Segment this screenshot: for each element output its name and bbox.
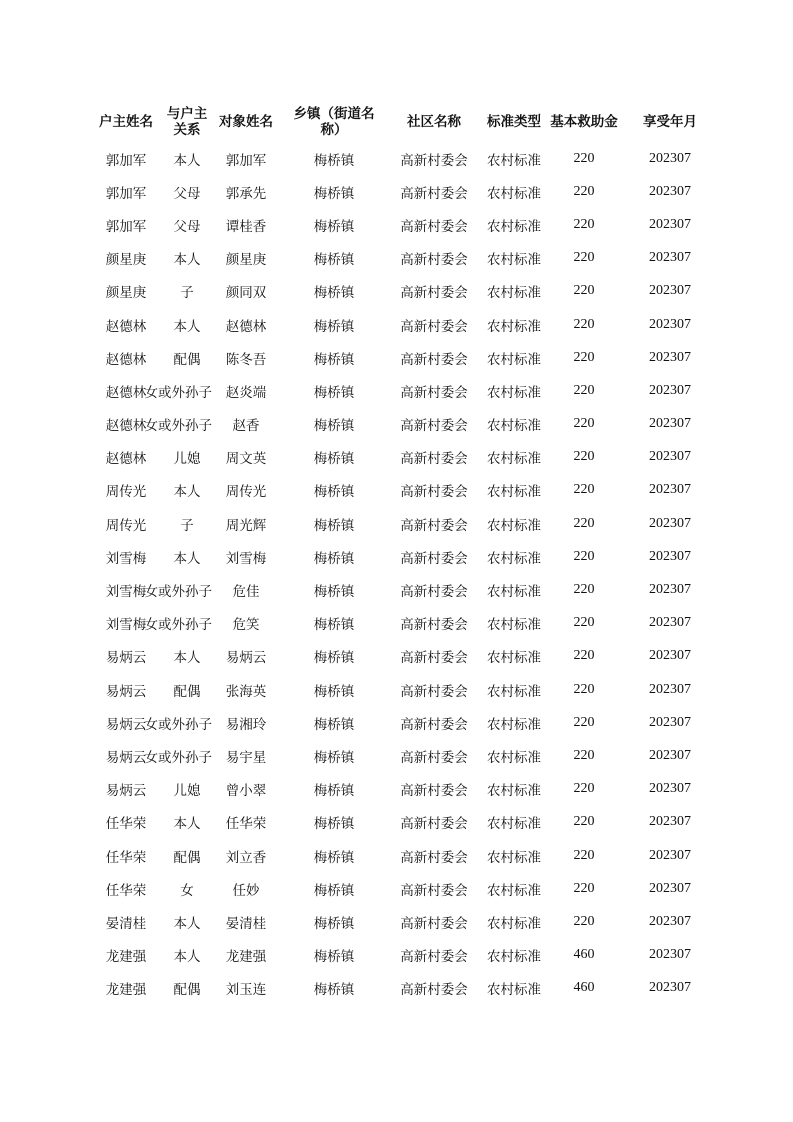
cell-community: 高新村委会 xyxy=(400,650,468,667)
cell-town: 梅桥镇 xyxy=(313,351,355,368)
table-row xyxy=(91,972,721,1005)
cell-basic-relief: 220 xyxy=(573,349,595,365)
cell-household-head: 龙建强 xyxy=(105,949,147,966)
cell-household-head: 任华荣 xyxy=(105,816,147,833)
cell-household-head: 颜星庚 xyxy=(105,252,147,269)
cell-basic-relief: 220 xyxy=(573,416,595,432)
cell-standard-type: 农村标准 xyxy=(487,683,541,700)
cell-relation xyxy=(144,706,213,739)
cell-relation-text: 女或外孙子 xyxy=(144,418,212,435)
cell-town: 梅桥镇 xyxy=(313,584,355,601)
cell-community: 高新村委会 xyxy=(400,584,468,601)
table-row xyxy=(91,706,721,739)
cell-town: 梅桥镇 xyxy=(313,285,355,302)
cell-subject: 颜同双 xyxy=(225,285,267,302)
cell-basic-relief: 220 xyxy=(573,681,595,697)
header-basic-relief: 基本救助金 xyxy=(550,114,618,130)
cell-household-head: 赵德林 xyxy=(105,318,147,335)
cell-relation-text: 配偶 xyxy=(173,982,201,999)
cell-basic-relief: 460 xyxy=(573,947,595,963)
cell-period: 202307 xyxy=(649,349,691,365)
cell-town: 梅桥镇 xyxy=(313,218,355,235)
cell-standard-type: 农村标准 xyxy=(487,617,541,634)
cell-household-head: 刘雪梅 xyxy=(105,584,147,601)
cell-relation-text: 女或外孙子 xyxy=(144,749,212,766)
cell-relation-text: 子 xyxy=(180,285,194,302)
header-subject: 对象姓名 xyxy=(219,114,273,130)
cell-household-head: 刘雪梅 xyxy=(105,550,147,567)
cell-community: 高新村委会 xyxy=(400,550,468,567)
cell-community: 高新村委会 xyxy=(400,218,468,235)
cell-basic-relief: 220 xyxy=(573,150,595,166)
cell-relation xyxy=(161,441,213,474)
cell-household-head: 赵德林 xyxy=(105,384,147,401)
header-town xyxy=(279,102,389,142)
cell-town: 梅桥镇 xyxy=(313,783,355,800)
cell-period: 202307 xyxy=(649,582,691,598)
cell-relation xyxy=(161,640,213,673)
cell-basic-relief: 220 xyxy=(573,781,595,797)
cell-basic-relief: 220 xyxy=(573,615,595,631)
cell-subject: 周光辉 xyxy=(225,517,267,534)
cell-town: 梅桥镇 xyxy=(313,982,355,999)
cell-subject: 任华荣 xyxy=(225,816,267,833)
cell-subject: 赵炎端 xyxy=(225,384,267,401)
table-row xyxy=(91,142,721,175)
cell-standard-type: 农村标准 xyxy=(487,484,541,501)
cell-community: 高新村委会 xyxy=(400,783,468,800)
cell-subject: 赵德林 xyxy=(225,318,267,335)
cell-relation-text: 女 xyxy=(180,882,194,899)
cell-basic-relief: 220 xyxy=(573,747,595,763)
cell-period: 202307 xyxy=(649,150,691,166)
cell-community: 高新村委会 xyxy=(400,252,468,269)
cell-basic-relief: 220 xyxy=(573,250,595,266)
table-row xyxy=(91,507,721,540)
cell-standard-type: 农村标准 xyxy=(487,152,541,169)
cell-period: 202307 xyxy=(649,515,691,531)
cell-standard-type: 农村标准 xyxy=(487,982,541,999)
cell-community: 高新村委会 xyxy=(400,484,468,501)
cell-community: 高新村委会 xyxy=(400,351,468,368)
cell-basic-relief: 220 xyxy=(573,847,595,863)
table-row xyxy=(91,408,721,441)
cell-town: 梅桥镇 xyxy=(313,517,355,534)
cell-town: 梅桥镇 xyxy=(313,849,355,866)
cell-household-head: 周传光 xyxy=(105,517,147,534)
cell-relation xyxy=(161,175,213,208)
cell-standard-type: 农村标准 xyxy=(487,384,541,401)
cell-relation-text: 儿媳 xyxy=(173,783,201,800)
cell-town: 梅桥镇 xyxy=(313,384,355,401)
cell-subject: 周文英 xyxy=(225,451,267,468)
cell-community: 高新村委会 xyxy=(400,451,468,468)
cell-community: 高新村委会 xyxy=(400,285,468,302)
header-relation-label: 与户主关系 xyxy=(166,106,208,138)
cell-relation xyxy=(144,374,213,407)
cell-relation xyxy=(161,872,213,905)
cell-standard-type: 农村标准 xyxy=(487,285,541,302)
cell-town: 梅桥镇 xyxy=(313,683,355,700)
cell-period: 202307 xyxy=(649,814,691,830)
cell-town: 梅桥镇 xyxy=(313,650,355,667)
cell-household-head: 刘雪梅 xyxy=(105,617,147,634)
cell-community: 高新村委会 xyxy=(400,384,468,401)
header-town-label: 乡镇（街道名称） xyxy=(293,106,375,138)
cell-standard-type: 农村标准 xyxy=(487,318,541,335)
cell-relation-text: 女或外孙子 xyxy=(144,716,212,733)
cell-period: 202307 xyxy=(649,781,691,797)
cell-relation-text: 父母 xyxy=(173,218,201,235)
cell-community: 高新村委会 xyxy=(400,617,468,634)
cell-basic-relief: 220 xyxy=(573,814,595,830)
cell-basic-relief: 220 xyxy=(573,449,595,465)
cell-subject: 周传光 xyxy=(225,484,267,501)
cell-basic-relief: 220 xyxy=(573,216,595,232)
cell-basic-relief: 220 xyxy=(573,913,595,929)
cell-standard-type: 农村标准 xyxy=(487,849,541,866)
cell-town: 梅桥镇 xyxy=(313,252,355,269)
cell-town: 梅桥镇 xyxy=(313,882,355,899)
cell-subject: 郭承先 xyxy=(225,185,267,202)
cell-community: 高新村委会 xyxy=(400,982,468,999)
table-row xyxy=(91,872,721,905)
header-household-head: 户主姓名 xyxy=(99,114,153,130)
table-row xyxy=(91,474,721,507)
cell-relation-text: 女或外孙子 xyxy=(144,617,212,634)
table-row xyxy=(91,573,721,606)
cell-household-head: 易炳云 xyxy=(105,716,147,733)
cell-standard-type: 农村标准 xyxy=(487,816,541,833)
cell-relation xyxy=(161,507,213,540)
cell-household-head: 周传光 xyxy=(105,484,147,501)
cell-standard-type: 农村标准 xyxy=(487,915,541,932)
cell-relation xyxy=(161,905,213,938)
cell-town: 梅桥镇 xyxy=(313,617,355,634)
table-row xyxy=(91,242,721,275)
cell-period: 202307 xyxy=(649,416,691,432)
cell-relation-text: 本人 xyxy=(173,318,201,335)
cell-relation xyxy=(144,739,213,772)
cell-relation-text: 本人 xyxy=(173,484,201,501)
cell-standard-type: 农村标准 xyxy=(487,550,541,567)
cell-standard-type: 农村标准 xyxy=(487,783,541,800)
cell-period: 202307 xyxy=(649,183,691,199)
cell-period: 202307 xyxy=(649,449,691,465)
cell-household-head: 郭加军 xyxy=(105,218,147,235)
cell-relation xyxy=(161,540,213,573)
cell-standard-type: 农村标准 xyxy=(487,418,541,435)
cell-subject: 易炳云 xyxy=(225,650,267,667)
header-period: 享受年月 xyxy=(643,114,697,130)
header-community: 社区名称 xyxy=(407,114,461,130)
cell-subject: 危佳 xyxy=(232,584,260,601)
cell-relation-text: 本人 xyxy=(173,650,201,667)
cell-relation xyxy=(161,308,213,341)
cell-relation xyxy=(161,142,213,175)
cell-household-head: 龙建强 xyxy=(105,982,147,999)
cell-community: 高新村委会 xyxy=(400,152,468,169)
cell-subject: 郭加军 xyxy=(225,152,267,169)
cell-period: 202307 xyxy=(649,283,691,299)
cell-town: 梅桥镇 xyxy=(313,949,355,966)
cell-community: 高新村委会 xyxy=(400,749,468,766)
cell-community: 高新村委会 xyxy=(400,517,468,534)
table-row xyxy=(91,175,721,208)
cell-household-head: 赵德林 xyxy=(105,418,147,435)
cell-household-head: 郭加军 xyxy=(105,185,147,202)
cell-relation xyxy=(161,839,213,872)
cell-standard-type: 农村标准 xyxy=(487,185,541,202)
cell-period: 202307 xyxy=(649,216,691,232)
cell-standard-type: 农村标准 xyxy=(487,451,541,468)
cell-standard-type: 农村标准 xyxy=(487,584,541,601)
cell-community: 高新村委会 xyxy=(400,418,468,435)
cell-town: 梅桥镇 xyxy=(313,318,355,335)
cell-standard-type: 农村标准 xyxy=(487,351,541,368)
cell-standard-type: 农村标准 xyxy=(487,716,541,733)
cell-basic-relief: 220 xyxy=(573,482,595,498)
cell-subject: 刘立香 xyxy=(225,849,267,866)
table-row xyxy=(91,208,721,241)
cell-period: 202307 xyxy=(649,847,691,863)
cell-town: 梅桥镇 xyxy=(313,152,355,169)
cell-household-head: 晏清桂 xyxy=(105,915,147,932)
cell-relation-text: 配偶 xyxy=(173,351,201,368)
table-row xyxy=(91,839,721,872)
cell-period: 202307 xyxy=(649,316,691,332)
cell-community: 高新村委会 xyxy=(400,915,468,932)
cell-town: 梅桥镇 xyxy=(313,915,355,932)
cell-period: 202307 xyxy=(649,482,691,498)
cell-community: 高新村委会 xyxy=(400,849,468,866)
cell-relation xyxy=(161,806,213,839)
cell-basic-relief: 220 xyxy=(573,515,595,531)
cell-subject: 易宇星 xyxy=(225,749,267,766)
table-row xyxy=(91,673,721,706)
cell-basic-relief: 460 xyxy=(573,980,595,996)
table-row xyxy=(91,441,721,474)
cell-town: 梅桥镇 xyxy=(313,716,355,733)
cell-subject: 颜星庚 xyxy=(225,252,267,269)
cell-household-head: 易炳云 xyxy=(105,650,147,667)
cell-relation-text: 本人 xyxy=(173,550,201,567)
cell-household-head: 颜星庚 xyxy=(105,285,147,302)
cell-relation xyxy=(161,972,213,1005)
cell-community: 高新村委会 xyxy=(400,318,468,335)
cell-community: 高新村委会 xyxy=(400,683,468,700)
cell-household-head: 任华荣 xyxy=(105,882,147,899)
table-row xyxy=(91,308,721,341)
cell-relation xyxy=(161,474,213,507)
header-row xyxy=(91,102,721,142)
cell-basic-relief: 220 xyxy=(573,382,595,398)
cell-household-head: 易炳云 xyxy=(105,783,147,800)
cell-period: 202307 xyxy=(649,913,691,929)
cell-period: 202307 xyxy=(649,250,691,266)
cell-subject: 刘雪梅 xyxy=(225,550,267,567)
cell-community: 高新村委会 xyxy=(400,949,468,966)
cell-relation xyxy=(161,242,213,275)
cell-subject: 晏清桂 xyxy=(225,915,267,932)
table-header xyxy=(91,102,721,142)
cell-community: 高新村委会 xyxy=(400,716,468,733)
cell-period: 202307 xyxy=(649,980,691,996)
cell-relation xyxy=(161,773,213,806)
cell-relation-text: 配偶 xyxy=(173,849,201,866)
cell-standard-type: 农村标准 xyxy=(487,517,541,534)
cell-town: 梅桥镇 xyxy=(313,418,355,435)
cell-relation xyxy=(161,673,213,706)
cell-town: 梅桥镇 xyxy=(313,550,355,567)
cell-community: 高新村委会 xyxy=(400,816,468,833)
table-body xyxy=(91,142,721,1005)
cell-basic-relief: 220 xyxy=(573,714,595,730)
header-relation xyxy=(161,102,213,142)
cell-subject: 任妙 xyxy=(232,882,260,899)
cell-basic-relief: 220 xyxy=(573,316,595,332)
cell-subject: 陈冬吾 xyxy=(225,351,267,368)
cell-town: 梅桥镇 xyxy=(313,484,355,501)
cell-basic-relief: 220 xyxy=(573,880,595,896)
cell-subject: 谭桂香 xyxy=(225,218,267,235)
cell-town: 梅桥镇 xyxy=(313,451,355,468)
table-row xyxy=(91,275,721,308)
cell-relation-text: 本人 xyxy=(173,915,201,932)
table-row xyxy=(91,607,721,640)
cell-period: 202307 xyxy=(649,382,691,398)
cell-relation-text: 父母 xyxy=(173,185,201,202)
cell-community: 高新村委会 xyxy=(400,882,468,899)
cell-household-head: 易炳云 xyxy=(105,749,147,766)
table-row xyxy=(91,773,721,806)
cell-period: 202307 xyxy=(649,880,691,896)
table-row xyxy=(91,341,721,374)
table-row xyxy=(91,540,721,573)
cell-household-head: 任华荣 xyxy=(105,849,147,866)
cell-standard-type: 农村标准 xyxy=(487,882,541,899)
cell-basic-relief: 220 xyxy=(573,648,595,664)
cell-relation-text: 女或外孙子 xyxy=(144,584,212,601)
cell-relation xyxy=(144,408,213,441)
cell-relation-text: 女或外孙子 xyxy=(144,384,212,401)
cell-relation xyxy=(144,607,213,640)
cell-standard-type: 农村标准 xyxy=(487,218,541,235)
cell-relation-text: 儿媳 xyxy=(173,451,201,468)
cell-period: 202307 xyxy=(649,615,691,631)
table-row xyxy=(91,374,721,407)
cell-community: 高新村委会 xyxy=(400,185,468,202)
cell-standard-type: 农村标准 xyxy=(487,252,541,269)
cell-standard-type: 农村标准 xyxy=(487,949,541,966)
cell-subject: 易湘玲 xyxy=(225,716,267,733)
cell-relation xyxy=(161,939,213,972)
cell-relation xyxy=(161,275,213,308)
cell-period: 202307 xyxy=(649,681,691,697)
cell-relation-text: 配偶 xyxy=(173,683,201,700)
table-row xyxy=(91,905,721,938)
cell-period: 202307 xyxy=(649,714,691,730)
cell-household-head: 赵德林 xyxy=(105,451,147,468)
cell-subject: 张海英 xyxy=(225,683,267,700)
cell-subject: 赵香 xyxy=(232,418,260,435)
cell-standard-type: 农村标准 xyxy=(487,749,541,766)
relief-roster-table xyxy=(91,102,721,1005)
cell-period: 202307 xyxy=(649,747,691,763)
cell-town: 梅桥镇 xyxy=(313,185,355,202)
cell-relation-text: 本人 xyxy=(173,816,201,833)
cell-household-head: 郭加军 xyxy=(105,152,147,169)
cell-standard-type: 农村标准 xyxy=(487,650,541,667)
cell-basic-relief: 220 xyxy=(573,283,595,299)
cell-household-head: 易炳云 xyxy=(105,683,147,700)
cell-subject: 龙建强 xyxy=(225,949,267,966)
cell-relation xyxy=(144,573,213,606)
cell-basic-relief: 220 xyxy=(573,548,595,564)
cell-period: 202307 xyxy=(649,947,691,963)
cell-relation xyxy=(161,341,213,374)
table-row xyxy=(91,640,721,673)
table-row xyxy=(91,939,721,972)
cell-household-head: 赵德林 xyxy=(105,351,147,368)
cell-relation-text: 子 xyxy=(180,517,194,534)
header-standard-type: 标准类型 xyxy=(487,114,541,130)
cell-relation xyxy=(161,208,213,241)
cell-relation-text: 本人 xyxy=(173,252,201,269)
cell-relation-text: 本人 xyxy=(173,949,201,966)
cell-relation-text: 本人 xyxy=(173,152,201,169)
cell-subject: 曾小翠 xyxy=(225,783,267,800)
cell-basic-relief: 220 xyxy=(573,183,595,199)
cell-period: 202307 xyxy=(649,548,691,564)
cell-period: 202307 xyxy=(649,648,691,664)
cell-town: 梅桥镇 xyxy=(313,816,355,833)
table-row xyxy=(91,806,721,839)
cell-subject: 危笑 xyxy=(232,617,260,634)
table-row xyxy=(91,739,721,772)
cell-town: 梅桥镇 xyxy=(313,749,355,766)
cell-subject: 刘玉连 xyxy=(225,982,267,999)
cell-basic-relief: 220 xyxy=(573,582,595,598)
